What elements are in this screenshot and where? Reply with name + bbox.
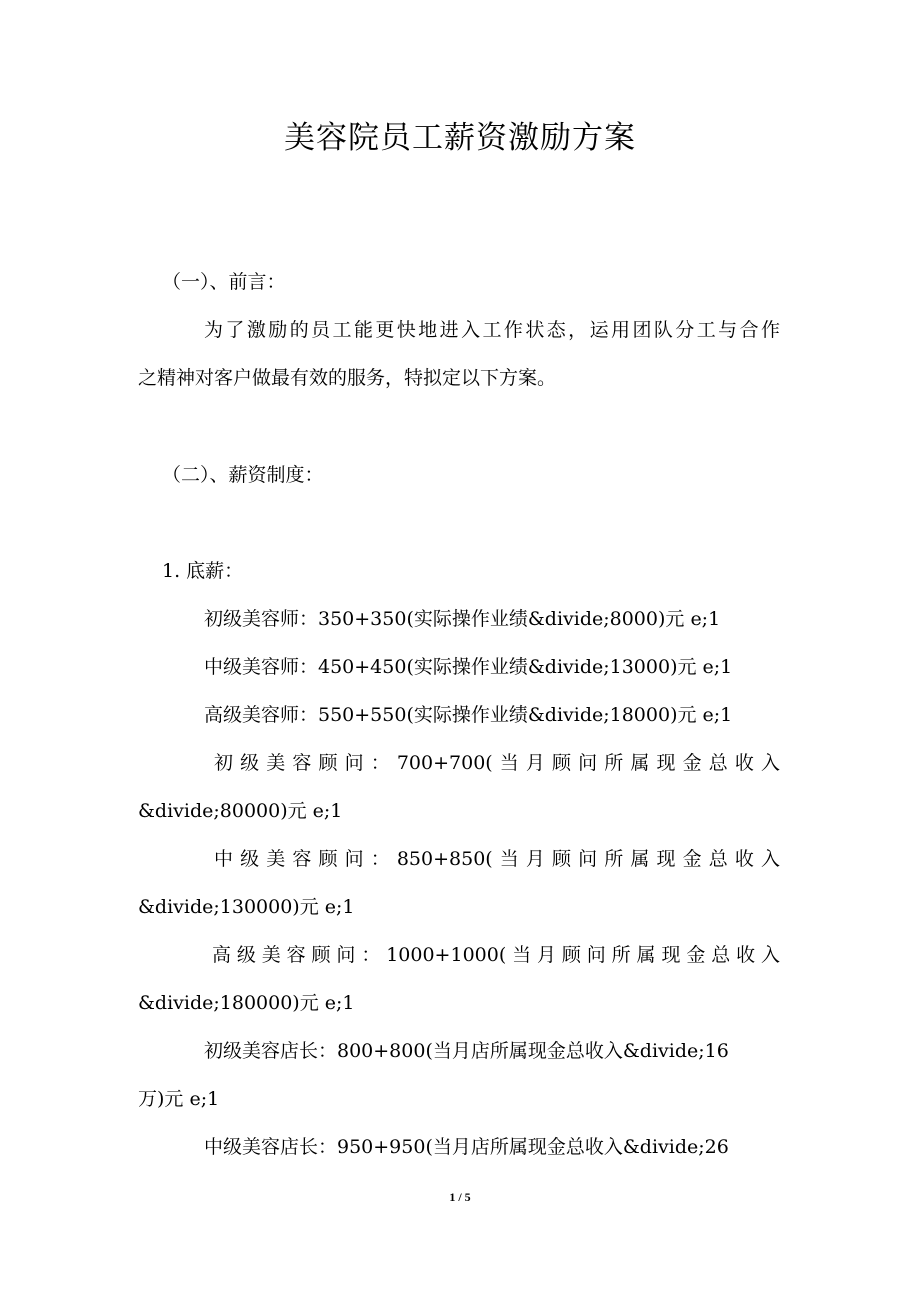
salary-line-junior-beautician: 初级美容师：350+350(实际操作业绩&divide;8000)元 e;1 — [204, 608, 721, 630]
intro-paragraph-line-2: 之精神对客户做最有效的服务，特拟定以下方案。 — [138, 367, 557, 389]
salary-line-junior-store-manager: 初级美容店长：800+800(当月店所属现金总收入&divide;16 — [204, 1040, 729, 1062]
item-heading-base-salary: 1. 底薪： — [162, 560, 244, 582]
salary-line-mid-store-manager: 中级美容店长：950+950(当月店所属现金总收入&divide;26 — [204, 1136, 729, 1158]
salary-line-senior-beautician: 高级美容师：550+550(实际操作业绩&divide;18000)元 e;1 — [204, 704, 733, 726]
salary-line-senior-consultant: 高级美容顾问：1000+1000(当月顾问所属现金总收入 — [212, 944, 780, 966]
salary-line-senior-consultant-cont: &divide;180000)元 e;1 — [138, 992, 355, 1014]
section-heading-salary-system: （二）、薪资制度： — [162, 464, 324, 486]
salary-line-junior-store-manager-cont: 万)元 e;1 — [138, 1088, 220, 1110]
salary-line-junior-consultant-cont: &divide;80000)元 e;1 — [138, 800, 343, 822]
salary-line-mid-consultant: 中级美容顾问：850+850(当月顾问所属现金总收入 — [214, 848, 780, 870]
section-heading-preface: （一）、前言： — [162, 271, 286, 293]
document-title: 美容院员工薪资激励方案 — [284, 120, 636, 156]
salary-line-mid-consultant-cont: &divide;130000)元 e;1 — [138, 896, 355, 918]
intro-paragraph-line-1: 为了激励的员工能更快地进入工作状态，运用团队分工与合作 — [204, 319, 780, 341]
page-number: 1 / 5 — [449, 1190, 471, 1204]
salary-line-mid-beautician: 中级美容师：450+450(实际操作业绩&divide;13000)元 e;1 — [204, 656, 733, 678]
salary-line-junior-consultant: 初级美容顾问：700+700(当月顾问所属现金总收入 — [214, 752, 780, 774]
